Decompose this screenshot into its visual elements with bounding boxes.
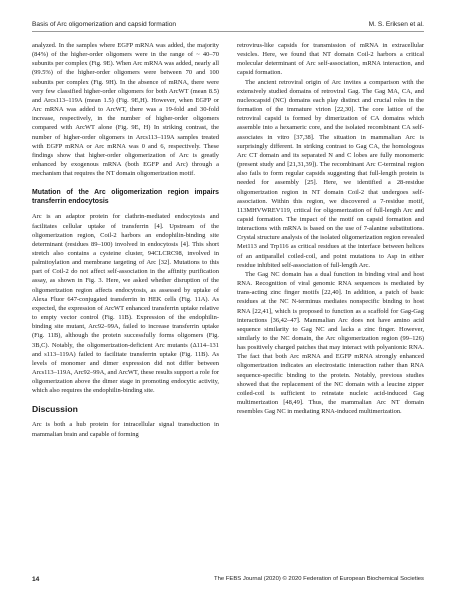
left-column: [32, 41, 219, 439]
header-authors: M. S. Eriksen et al.: [368, 21, 424, 28]
paragraph: Arc is both a hub protein for intracellular signal transduction in mammalian brain and capable of forming: [32, 421, 219, 438]
paragraph: analyzed. In the samples where EGFP mRNA was added, the majority (84%) of the higher-order oligomers were in the range of ~ 40–70 subunits per complex (Fig. 9E). When Arc mRNA was added, nearly all (99.5%) of the higher-order oligomers were between 70 and 100 subunits per complex (Fig. 9H). In the absence of mRNA, there were very few classified higher-order oligomers for both ArcWT (mean 8.5) and Arcs113–119A (mean 1.5) (Fig. 9E,H). However, when EGFP or Arc mRNA was added to ArcWT, there was a 19-fold and 30-fold increase, respectively, in the number of higher-order oligomers compared with ArcWT alone (Fig. 9E, H) In striking contrast, the number of higher-order oligomers in Arcs113–119A samples treated with EGFP mRNA or Arc mRNA was 0 and 6, respectively. These findings show that higher-order oligomerization of Arc is greatly enhanced by exogenous mRNA (both EGFP and Arc) through a mechanism that requires the NT domain oligomerization motif.: [32, 42, 219, 178]
page-footer: [32, 576, 424, 583]
page-number: 14: [32, 576, 40, 583]
paragraph: retrovirus-like capsids for transmission of mRNA in extracellular vesicles. Here, we found that NT domain Coil-2 harbors a critical molecular determinant of Arc self-association, mRNA interaction, and capsid formation.: [237, 42, 424, 77]
discussion-heading: Discussion: [32, 404, 78, 415]
header-left-title: Basis of Arc oligomerization and capsid formation: [32, 21, 177, 28]
section-heading: Mutation of the Arc oligomerization region impairs transferrin endocytosis: [32, 189, 219, 206]
running-header: [32, 21, 424, 28]
paragraph: The ancient retroviral origin of Arc invites a comparison with the extensively studied domains of retroviral Gag. The Gag MA, CA, and nucleocapsid (NC) domains each play distinct and crucial roles in the formation of the immature virion [22,30]. The core lattice of the retroviral capsid is formed by dimerization of CA domains which assemble into a hexameric core, and the isolated recombinant CA self-associates in vitro [37,38]. The situation in mammalian Arc is surprisingly different. In striking contrast to Gag CA, the homologous Arc CT domain and its separated N and C lobes are fully monomeric (present study and [21,31,39]). The recombinant Arc C-terminal region also fails to form regular capsids suggesting that full-length protein is needed for assembly [25]. Here, we identified a 28-residue oligomerization region in NT domain Coil-2 that undergoes self-association. Within this region, we discovered a 7-residue motif, 113MHVWREV119, critical for oligomerization of full-length Arc and capsid formation. The impact of the motif on capsid formation and interactions with mRNA is based on the use of 7-alanine substitutions. Crystal structure analysis of the isolated oligomerization region revealed Met113 and Trp116 as critical residues at the interface between helices of an antiparallel coiled-coil, and point mutations to Asp in either residue inhibited self-association of full-length Arc.: [237, 78, 424, 269]
paragraph: The Gag NC domain has a dual function in binding viral and host RNA. Recognition of viral genomic RNA sequences is mediated by trans-acting zinc finger motifs [22,40]. In addition, a patch of basic residues at the NC N-terminus mediates nonspecific binding to host RNA [22,41], which is proposed to function as a scaffold for Gag-Gag interactions [36,42–47]. Mammalian Arc does not have amino acid sequence similarity to Gag NC and lacks a zinc finger. However, similarly to the NC domain, the Arc oligomerization region (99–126) has positively charged patches that may interact with polyanionic RNA. The fact that both Arc mRNA and EGFP mRNA strongly enhanced oligomerization indicates an electrostatic interaction rather than RNA sequence-specific binding to the protein. Notably, previous studies showed that the replacement of the NC domain with a leucine zipper coiled-coil is sufficient to reinstate nucleic acid-induced Gag multimerization [48,49]. Thus, the mammalian Arc NT domain resembles Gag NC in mediating RNA-induced multimerization.: [237, 270, 424, 416]
paragraph: Arc is an adaptor protein for clathrin-mediated endocytosis and facilitates cellular uptake of transferrin [4]. Upstream of the oligomerization region, Coil-2 harbors an endophilin-binding site determinant (residues 89–100) involved in endocytosis [4]. This short stretch also contains a cysteine cluster, 94CLCRC98, involved in palmitoylation and membrane targeting of Arc [32]. Mutations to this part of Coil-2 do not affect self-association in the affinity purification assay, as shown in Fig. 3. Here, we asked whether disruption of the oligomerization region affects endocytosis, as assessed by uptake of Alexa Fluor 647-conjugated transferrin in HEK cells (Fig. 11A). As expected, the expression of ArcWT enhanced transferrin uptake relative to empty vector control (Fig. 11B). Expression of the endophilin-binding site mutant, Arc92–99A, failed to increase transferrin uptake (Fig. 11B), although the protein successfully forms oligomers (Fig. 3B,C). Notably, the oligomerization-deficient Arc mutants (Δ114–131 and s113–119A) failed to facilitate transferrin uptake (Fig. 11B). As levels of monomer and dimer expression did not differ between Arcs113–119A, Arc92–99A, and ArcWT, these results support a role for oligomerization above the dimer stage in promoting endocytic activity, which also requires the endophilin-binding site.: [32, 213, 219, 395]
right-column: [237, 41, 424, 416]
journal-copyright: The FEBS Journal (2020) © 2020 Federation of European Biochemical Societies: [214, 576, 424, 582]
header-divider: [32, 31, 424, 32]
